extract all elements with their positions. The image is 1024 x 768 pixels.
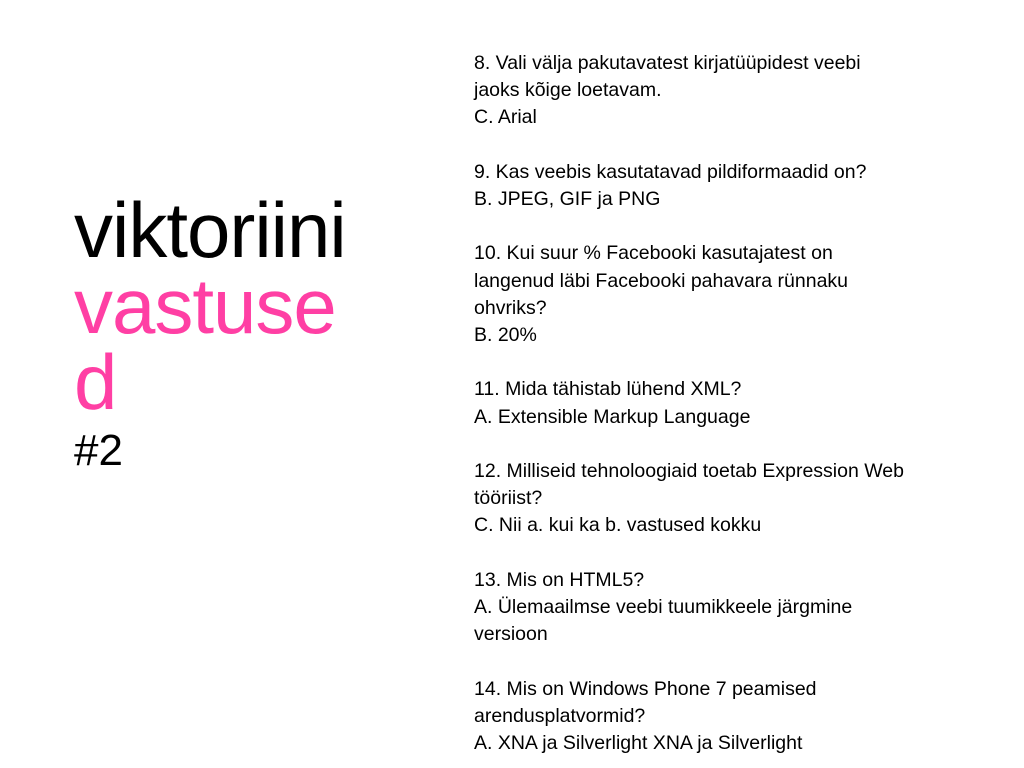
title-block — [74, 186, 394, 476]
qa-item-11 — [474, 376, 994, 430]
qa-item-10 — [474, 240, 994, 349]
title-number: #2 — [74, 426, 123, 475]
question-line: ohvriks? — [474, 296, 547, 319]
title-viktoriini: viktoriini — [74, 186, 346, 274]
question-line: jaoks kõige loetavam. — [474, 79, 662, 102]
title-vastuse: vastuse — [74, 262, 336, 350]
quiz-answers — [474, 50, 994, 757]
answer-line: B. JPEG, GIF ja PNG — [474, 188, 661, 210]
question-line: 8. Vali välja pakutavatest kirjatüüpidest veebi — [474, 52, 861, 74]
answer-line: A. XNA ja Silverlight XNA ja Silverlight — [474, 731, 803, 754]
title-vastuse-tail: d — [74, 338, 117, 426]
question-line: langenud läbi Facebooki pahavara rünnaku — [474, 269, 849, 292]
qa-item-8 — [474, 50, 994, 132]
qa-item-12 — [474, 458, 994, 540]
question-line: 10. Kui suur % Facebooki kasutajatest on — [474, 242, 833, 265]
answer-line: A. Extensible Markup Language — [474, 405, 751, 428]
qa-item-14 — [474, 676, 994, 758]
qa-item-13 — [474, 567, 994, 649]
answer-line: versioon — [474, 623, 548, 646]
answer-line: C. Nii a. kui ka b. vastused kokku — [474, 514, 762, 537]
answer-line: C. Arial — [474, 106, 537, 129]
question-line: tööriist? — [474, 487, 543, 510]
qa-item-9 — [474, 159, 994, 213]
answer-line: B. 20% — [474, 324, 537, 346]
question-line: 13. Mis on HTML5? — [474, 568, 645, 591]
answer-line: A. Ülemaailmse veebi tuumikkeele järgmine — [474, 595, 853, 618]
question-line: 11. Mida tähistab lühend XML? — [474, 378, 742, 401]
question-line: 14. Mis on Windows Phone 7 peamised — [474, 677, 817, 700]
question-line: 9. Kas veebis kasutatavad pildiformaadid on? — [474, 160, 867, 183]
question-line: arendusplatvormid? — [474, 704, 646, 727]
question-line: 12. Milliseid tehnoloogiaid toetab Expression Web — [474, 459, 904, 482]
